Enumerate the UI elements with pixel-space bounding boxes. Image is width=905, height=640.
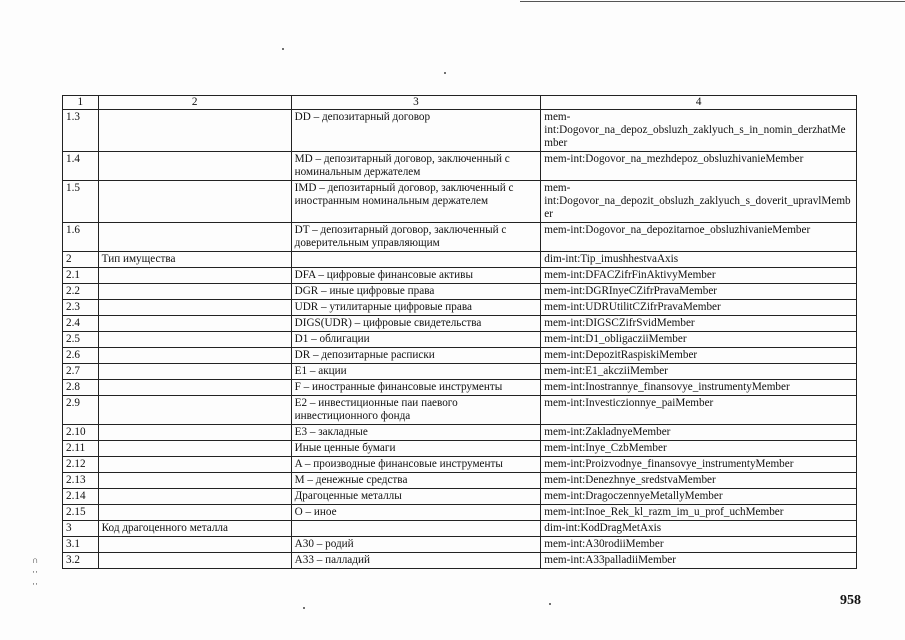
xbrl-identifier-cell: mem-int:Inostrannye_finansovye_instrumentyMember <box>541 380 857 396</box>
member-name-cell: DIGS(UDR) – цифровые свидетельства <box>291 316 541 332</box>
member-name-cell: DR – депозитарные расписки <box>291 348 541 364</box>
group-name-cell <box>98 380 291 396</box>
page-number: 958 <box>840 593 861 608</box>
group-name-cell <box>98 505 291 521</box>
row-code-cell: 1.4 <box>63 152 99 181</box>
member-name-cell: Иные ценные бумаги <box>291 441 541 457</box>
group-name-cell <box>98 489 291 505</box>
group-name-cell <box>98 152 291 181</box>
table-row <box>63 252 857 268</box>
attribute-table <box>62 95 857 569</box>
table-row <box>63 473 857 489</box>
table-row <box>63 441 857 457</box>
table-row <box>63 505 857 521</box>
xbrl-identifier-cell: mem-int:Dogovor_na_depozitarnoe_obsluzhivanieMember <box>541 223 857 252</box>
group-name-cell <box>98 396 291 425</box>
xbrl-identifier-cell: mem-int:Proizvodnye_finansovye_instrumentyMember <box>541 457 857 473</box>
table-row <box>63 553 857 569</box>
table-row <box>63 181 857 223</box>
group-name-cell <box>98 364 291 380</box>
row-code-cell: 1.6 <box>63 223 99 252</box>
table-header-row <box>63 96 857 110</box>
table-row <box>63 425 857 441</box>
row-code-cell: 2.14 <box>63 489 99 505</box>
row-code-cell: 1.5 <box>63 181 99 223</box>
table-row <box>63 300 857 316</box>
row-code-cell: 2.13 <box>63 473 99 489</box>
member-name-cell: DGR – иные цифровые права <box>291 284 541 300</box>
member-name-cell: O – иное <box>291 505 541 521</box>
row-code-cell: 2.9 <box>63 396 99 425</box>
member-name-cell <box>291 252 541 268</box>
row-code-cell: 2.6 <box>63 348 99 364</box>
scan-speck <box>444 72 446 74</box>
row-code-cell: 3.2 <box>63 553 99 569</box>
group-name-cell <box>98 457 291 473</box>
xbrl-identifier-cell: mem-int:Dogovor_na_mezhdepoz_obsluzhivanieMember <box>541 152 857 181</box>
member-name-cell: A30 – родий <box>291 537 541 553</box>
group-name-cell <box>98 110 291 152</box>
xbrl-identifier-cell: mem-int:ZakladnyeMember <box>541 425 857 441</box>
top-rule <box>520 1 905 2</box>
member-name-cell: DD – депозитарный договор <box>291 110 541 152</box>
xbrl-identifier-cell: mem-int:D1_obligacziiMember <box>541 332 857 348</box>
row-code-cell: 2.10 <box>63 425 99 441</box>
xbrl-identifier-cell: mem-int:DragoczennyeMetallyMember <box>541 489 857 505</box>
binding-hole-mark: ∩ <box>32 555 39 565</box>
group-name-cell <box>98 441 291 457</box>
binding-hole-mark: ·· <box>32 579 38 589</box>
member-name-cell: D1 – облигации <box>291 332 541 348</box>
row-code-cell: 2.2 <box>63 284 99 300</box>
row-code-cell: 3 <box>63 521 99 537</box>
row-code-cell: 1.3 <box>63 110 99 152</box>
group-name-cell: Код драгоценного металла <box>98 521 291 537</box>
table-row <box>63 537 857 553</box>
table-row <box>63 348 857 364</box>
header-cell: 2 <box>98 96 291 110</box>
table-row <box>63 152 857 181</box>
group-name-cell <box>98 268 291 284</box>
scan-speck <box>549 603 551 605</box>
table-body <box>63 110 857 569</box>
group-name-cell <box>98 332 291 348</box>
member-name-cell: UDR – утилитарные цифровые права <box>291 300 541 316</box>
member-name-cell: E2 – инвестиционные паи паевого инвестиционного фонда <box>291 396 541 425</box>
xbrl-identifier-cell: mem-int:Dogovor_na_depozit_obsluzh_zaklyuch_s_doverit_upravlMember <box>541 181 857 223</box>
header-cell: 4 <box>541 96 857 110</box>
group-name-cell: Тип имущества <box>98 252 291 268</box>
row-code-cell: 2.11 <box>63 441 99 457</box>
member-name-cell: DT – депозитарный договор, заключенный с доверительным управляющим <box>291 223 541 252</box>
header-cell: 1 <box>63 96 99 110</box>
xbrl-identifier-cell: dim-int:KodDragMetAxis <box>541 521 857 537</box>
member-name-cell: E3 – закладные <box>291 425 541 441</box>
member-name-cell: Драгоценные металлы <box>291 489 541 505</box>
table-row <box>63 110 857 152</box>
row-code-cell: 2.15 <box>63 505 99 521</box>
member-name-cell: DFA – цифровые финансовые активы <box>291 268 541 284</box>
member-name-cell <box>291 521 541 537</box>
table-row <box>63 396 857 425</box>
group-name-cell <box>98 348 291 364</box>
group-name-cell <box>98 223 291 252</box>
header-cell: 3 <box>291 96 541 110</box>
row-code-cell: 2.12 <box>63 457 99 473</box>
member-name-cell: E1 – акции <box>291 364 541 380</box>
xbrl-identifier-cell: mem-int:UDRUtilitCZifrPravaMember <box>541 300 857 316</box>
xbrl-identifier-cell: mem-int:Investiczionnye_paiMember <box>541 396 857 425</box>
xbrl-identifier-cell: mem-int:Denezhnye_sredstvaMember <box>541 473 857 489</box>
table-row <box>63 521 857 537</box>
table-row <box>63 268 857 284</box>
xbrl-identifier-cell: dim-int:Tip_imushhestvaAxis <box>541 252 857 268</box>
member-name-cell: F – иностранные финансовые инструменты <box>291 380 541 396</box>
member-name-cell: IMD – депозитарный договор, заключенный с иностранным номинальным держателем <box>291 181 541 223</box>
row-code-cell: 2 <box>63 252 99 268</box>
group-name-cell <box>98 284 291 300</box>
member-name-cell: M – денежные средства <box>291 473 541 489</box>
xbrl-identifier-cell: mem-int:Inoe_Rek_kl_razm_im_u_prof_uchMember <box>541 505 857 521</box>
row-code-cell: 2.3 <box>63 300 99 316</box>
xbrl-identifier-cell: mem-int:DIGSCZifrSvidMember <box>541 316 857 332</box>
table-row <box>63 316 857 332</box>
xbrl-identifier-cell: mem-int:E1_akcziiMember <box>541 364 857 380</box>
xbrl-identifier-cell: mem-int:A33palladiiMember <box>541 553 857 569</box>
xbrl-identifier-cell: mem-int:DFACZifrFinAktivyMember <box>541 268 857 284</box>
table-row <box>63 380 857 396</box>
binding-hole-mark: ·· <box>32 567 38 577</box>
member-name-cell: A – производные финансовые инструменты <box>291 457 541 473</box>
table-row <box>63 332 857 348</box>
group-name-cell <box>98 300 291 316</box>
table-row <box>63 457 857 473</box>
xbrl-identifier-cell: mem-int:DGRInyeCZifrPravaMember <box>541 284 857 300</box>
member-name-cell: MD – депозитарный договор, заключенный с номинальным держателем <box>291 152 541 181</box>
row-code-cell: 2.5 <box>63 332 99 348</box>
table-row <box>63 284 857 300</box>
group-name-cell <box>98 316 291 332</box>
member-name-cell: A33 – палладий <box>291 553 541 569</box>
xbrl-identifier-cell: mem-int:A30rodiiMember <box>541 537 857 553</box>
xbrl-identifier-cell: mem-int:Inye_CzbMember <box>541 441 857 457</box>
table-row <box>63 223 857 252</box>
group-name-cell <box>98 181 291 223</box>
group-name-cell <box>98 537 291 553</box>
scan-speck <box>303 607 305 609</box>
xbrl-identifier-cell: mem-int:DepozitRaspiskiMember <box>541 348 857 364</box>
row-code-cell: 2.8 <box>63 380 99 396</box>
scan-speck <box>282 48 284 50</box>
group-name-cell <box>98 473 291 489</box>
xbrl-identifier-cell: mem-int:Dogovor_na_depoz_obsluzh_zaklyuch_s_in_nomin_derzhatMember <box>541 110 857 152</box>
row-code-cell: 2.1 <box>63 268 99 284</box>
row-code-cell: 3.1 <box>63 537 99 553</box>
group-name-cell <box>98 553 291 569</box>
group-name-cell <box>98 425 291 441</box>
row-code-cell: 2.7 <box>63 364 99 380</box>
row-code-cell: 2.4 <box>63 316 99 332</box>
table-row <box>63 489 857 505</box>
table-row <box>63 364 857 380</box>
